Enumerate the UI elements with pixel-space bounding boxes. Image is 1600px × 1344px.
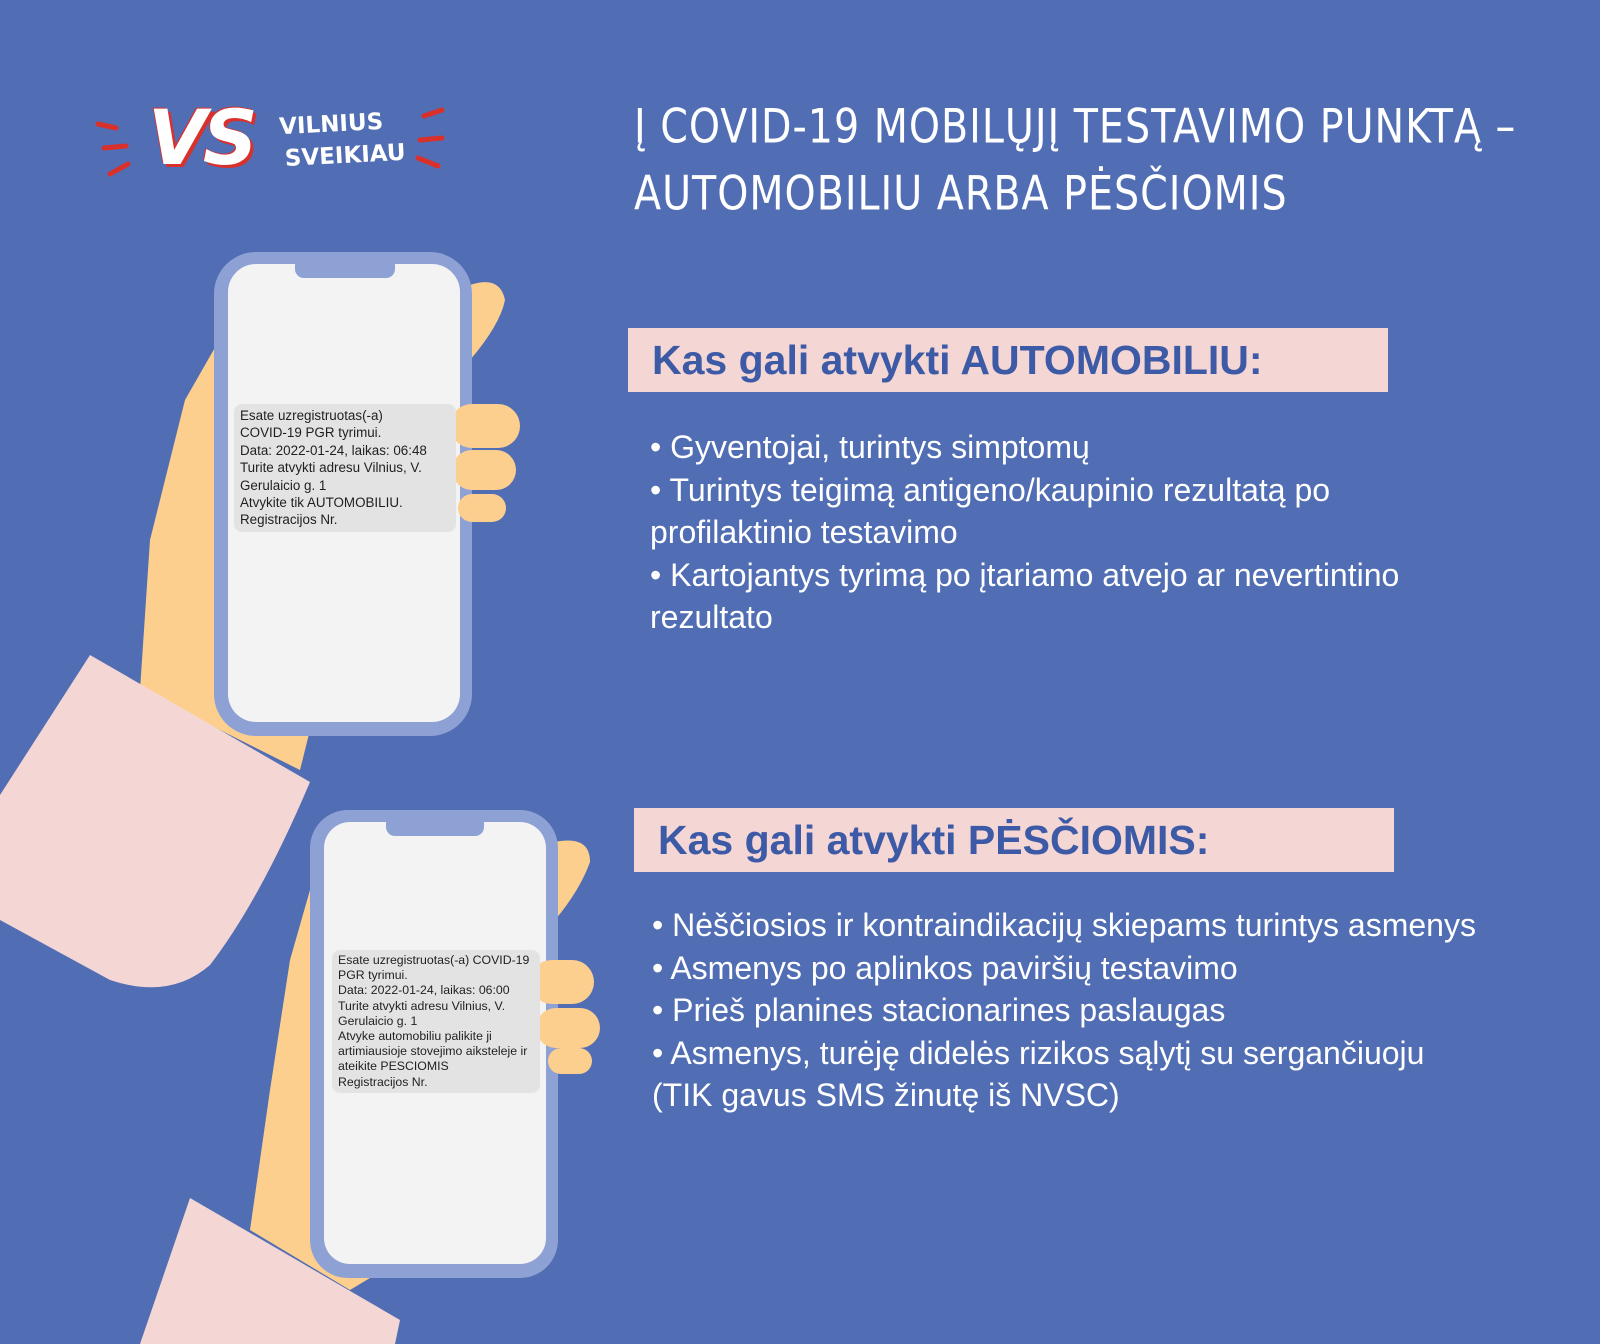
logo-mark: VS: [148, 93, 254, 182]
section-heading-car: Kas gali atvykti AUTOMOBILIU:: [628, 328, 1388, 392]
page-title: [634, 94, 1574, 228]
car-sms-message: Esate uzregistruotas(-a) COVID-19 PGR tyrimui. Data: 2022-01-24, laikas: 06:48 Turite atvykti adresu Vilnius, V. Gerulaicio g. 1 Atvykite tik AUTOMOBILIU. Registracijos Nr.: [234, 404, 456, 532]
list-item: • Nėščiosios ir kontraindikacijų skiepams turintys asmenys: [652, 904, 1492, 947]
logo-text: [278, 105, 406, 175]
logo-line-1: VILNIUS: [278, 108, 384, 141]
list-item: • Gyventojai, turintys simptomų: [650, 426, 1490, 469]
list-item: • Asmenys po aplinkos paviršių testavimo: [652, 947, 1492, 990]
page-title-line-1: Į COVID-19 MOBILŲJĮ TESTAVIMO PUNKTĄ –: [634, 99, 1517, 155]
list-item: • Asmenys, turėję didelės rizikos sąlytį su sergančiuoju (TIK gavus SMS žinutę iš NVSC): [652, 1032, 1492, 1117]
logo-line-2: SVEIKIAU: [284, 139, 407, 173]
section-list-walk: [652, 904, 1492, 1117]
list-item: • Turintys teigimą antigeno/kaupinio rezultatą po profilaktinio testavimo: [650, 469, 1490, 554]
walk-sms-message: Esate uzregistruotas(-a) COVID-19 PGR tyrimui. Data: 2022-01-24, laikas: 06:00 Turite atvykti adresu Vilnius, V. Gerulaicio g. 1 Atvyke automobiliu palikite ji artimiausioje stovejimo aiksteleje ir ateikite PESCIOMIS Registracijos Nr.: [332, 950, 540, 1093]
list-item: • Kartojantys tyrimą po įtariamo atvejo ar nevertintino rezultato: [650, 554, 1490, 639]
section-list-car: [650, 426, 1490, 639]
section-heading-walk: Kas gali atvykti PĖSČIOMIS:: [634, 808, 1394, 872]
page-title-line-2: AUTOMOBILIU ARBA PĖSČIOMIS: [634, 166, 1288, 222]
upper-fingers: [450, 404, 520, 522]
list-item: • Prieš planines stacionarines paslaugas: [652, 989, 1492, 1032]
